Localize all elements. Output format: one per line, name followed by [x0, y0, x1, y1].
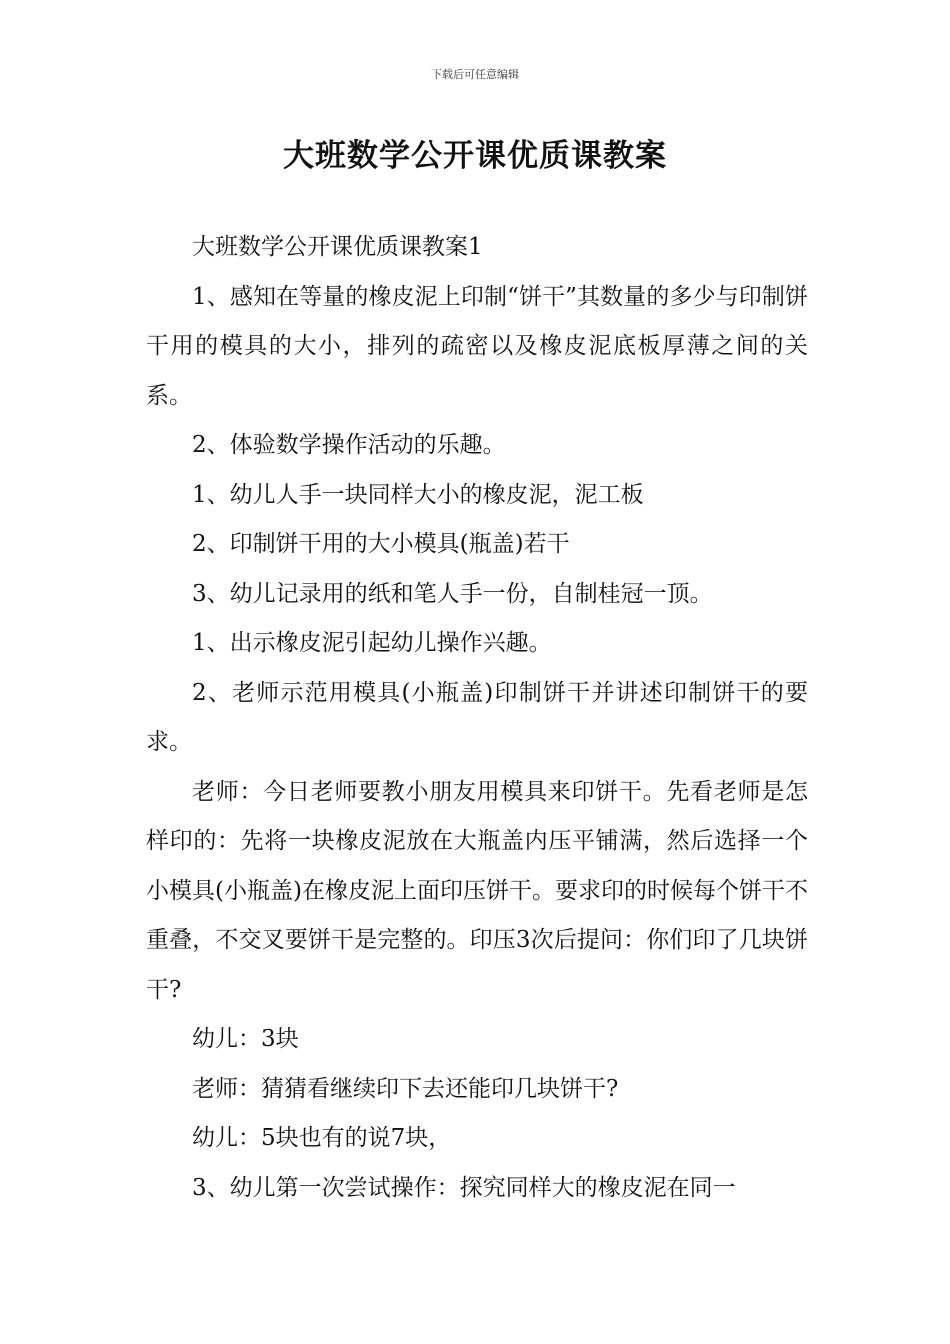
paragraph: 2、老师示范用模具(小瓶盖)印制饼干并讲述印制饼干的要求。 — [146, 679, 808, 755]
paragraph: 幼儿：5块也有的说7块， — [192, 1125, 452, 1151]
paragraph: 幼儿：3块 — [192, 1026, 299, 1052]
paragraph: 1、出示橡皮泥引起幼儿操作兴趣。 — [192, 630, 552, 656]
paragraph: 1、幼儿人手一块同样大小的橡皮泥，泥工板 — [192, 481, 644, 508]
document-title: 大班数学公开课优质课教案 — [283, 138, 667, 174]
paragraph: 2、体验数学操作活动的乐趣。 — [192, 432, 506, 458]
document-body — [146, 223, 808, 1213]
header-note: 下载后可任意编辑 — [431, 68, 519, 81]
paragraph: 老师：猜猜看继续印下去还能印几块饼干? — [192, 1075, 619, 1102]
paragraph: 大班数学公开课优质课教案1 — [192, 234, 483, 260]
paragraph: 3、幼儿记录用的纸和笔人手一份，自制桂冠一顶。 — [192, 580, 713, 607]
paragraph: 1、感知在等量的橡皮泥上印制“饼干”其数量的多少与印制饼干用的模具的大小，排列的疏密以及橡皮泥底板厚薄之间的关系。 — [146, 283, 808, 409]
paragraph: 3、幼儿第一次尝试操作：探究同样大的橡皮泥在同一 — [192, 1174, 736, 1201]
paragraph: 2、印制饼干用的大小模具(瓶盖)若干 — [192, 531, 570, 557]
paragraph: 老师：今日老师要教小朋友用模具来印饼干。先看老师是怎样印的：先将一块橡皮泥放在大瓶盖内压平铺满，然后选择一个小模具(小瓶盖)在橡皮泥上面印压饼干。要求印的时候每个饼干不重叠，不交叉要饼干是完整的。印压3次后提问：你们印了几块饼干? — [146, 778, 808, 1003]
